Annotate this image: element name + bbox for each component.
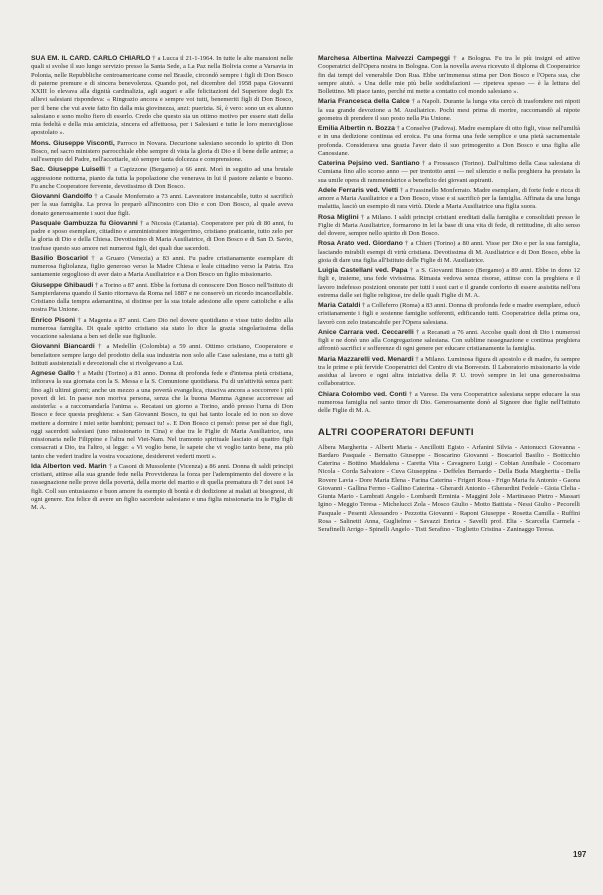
obituary-name: Maria Francesca della Calce [318,98,410,106]
obituary-text [31,166,293,191]
other-cooperators-list: Albera Margherita - Alberti Maria - Ancillotti Egisto - Arfanini Silvia - Antonucci Giovanna - Bardaro Pasquale - Bernatto Giuseppe - Boscarino Giovanni - Boscariol Basilio - Botticchio Caterina - Bottino Maddalena - Caretta Vita - Cavagnero Luigi - Cobian Annibale - Cocomaro Nicola - Corda Salvatore - Cuva Giuseppina - Deffeles Bernardo - Della Buda Margherita - Della Rovere Lavia - Dore Maria Elena - Farina Caterina - Frigeri Rosa - Frigo Maria fu Antonio - Gaona Giovanni - Gallina Fermo - Gallino Caterina - Gherardi Antonio - Gherardini Fedele - Gioia Clelia - Giunta Mario - Lambrati Angelo - Lombardi Erminia - Maggini Jole - Martinasso Pietro - Massari Igino - Meggio Teresa - Michelucci Zola - Mosco Giulio - Motto Battista - Nessi Giulio - Pecorelli Pasquale - Pesenti Alessandro - Pezzotta Giovanni - Raponi Giuseppe - Rosetta Camilla - Ruffini Rosa - Salinetti Anna, Guglielmo - Savazzi Enrica - Savelli prof. Elia - Scarcella Carmela - Serafinelli Arrigo - Spinelli Angelo - Tisti Serafino - Toglietto Cristina - Zaninaggo Teresa. [318,443,580,533]
obituary-body: † a Frossasco (Torino). Dall'ultimo della Casa salesiana di Cumiana fino allo scorso anno — per trentotto anni — nel silenzio e nella preghiera ha prestato la sua umile opera di rammendatrice a beneficio dei giovani aspiranti. [318,160,580,184]
obituary-entry [318,302,580,327]
obituary-entry [31,140,293,165]
obituary-text [318,267,580,300]
obituary-name: Marchesa Albertina Malvezzi Campeggi [318,55,450,62]
obituary-entry [318,356,580,389]
obituary-text [31,370,293,461]
obituary-entry [318,187,580,212]
obituary-name: Basilio Boscariol [31,254,88,262]
obituary-entry [31,220,293,253]
obituary-body: † a Capizzone (Bergamo) a 66 anni. Morì in seguito ad una brutale aggressione notturna, pianto da tutta la popolazione che venerava in lui il pastore zelante e buono. Fu anche Cooperatore fervente, devotissimo di Don Bosco. [31,166,293,190]
obituary-entry [31,55,293,138]
obituary-name: Maria Cataldi [318,302,361,309]
obituary-text [318,356,580,389]
obituary-text [318,55,580,96]
obituary-entry [31,255,293,280]
obituary-entry [31,343,293,368]
obituary-body: † a S. Giovanni Bianco (Bergamo) a 89 anni. Ebbe in dono 12 figli e, insieme, una fede vivissima. Rimasta vedova senza risorse, attinse con la preghiera e il lavoro indefesso posizioni onorate per tutti i suoi cari e il grande conforto di essere assistita nell'ora estrema dalle sei figlie religiose, tre delle quali Figlie di M. A. [318,267,580,299]
obituary-name: Agnese Gallo [31,370,75,377]
obituary-entry [318,391,580,416]
obituary-body: † a Conselve (Padova). Madre esemplare di otto figli, visse nell'umiltà e in una dedizione continua ed eroica. Fu una forma una fede semplice e una pietà sacramentale profonda. Considerava una grazia l'aver dato il suo primogenito a Don Bosco e una figlia alle Canossiane. [318,125,580,157]
obituary-text [31,343,293,368]
obituary-text [31,282,293,315]
obituary-text [31,55,293,138]
obituary-name: Ida Alberton ved. Marin [31,462,107,470]
obituary-entry [318,214,580,239]
obituary-name: Enrico Pisoni [31,316,76,324]
obituary-name: Giovanni Biancardi [31,343,95,351]
obituary-name: Rosa Arato ved. Giordano [318,240,403,248]
obituary-body: † a Medellín (Colombia) a 59 anni. Ottimo cristiano, Cooperatore e benefattore sempre largo del prodotto della sua industria non solo alle Case salesiane, ma a tutti gli Istituti assistenziali e devozionali che si rivolgevano a Lui. [31,343,293,367]
obituary-entry [318,240,580,265]
right-entries [318,55,580,415]
obituary-body: † a Napoli. Durante la lunga vita cercò di trasfondere nei nipoti la sua grande devozione a M. Ausiliatrice. Pochi mesi prima di morire, raccomandò al nipote geometra di prendere il suo posto nella Pia Unione. [318,98,581,122]
obituary-body: Parroco in Novara. Decurione salesiano secondo lo spirito di Don Bosco, nel sacro ministero parrocchiale ebbe sempre di vista la gloria di Dio e il bene delle anime; a sull'esempio del Padre, nell'accettarle, stò sempre tanta dolcezza e comprensione. [31,139,294,163]
obituary-body: † a Frassinello Monferrato. Madre esemplare, di forte fede e ricca di amore a Maria Ausiliatrice e a Don Bosco, visse e si sacrificò per la famiglia. Affinata da una lunga malattia, lasciò un esempio di rara virtù. Diede a Maria Ausiliatrice una figlia suora. [318,186,580,211]
left-column [31,55,293,514]
obituary-name: Mons. Giuseppe Visconti, [31,139,115,147]
obituary-body: † a Colleferro (Roma) a 83 anni. Donna di profonda fede e madre esemplare, educò cristianamente i figli e sostenne famiglie sofferenti, edificando tutti. Cooperatrice della prima ora, lavorò con zelo instancabile per l'Opera salesiana. [318,302,580,326]
obituary-name: Rosa Miglini [318,213,359,221]
obituary-text [318,160,580,185]
obituary-entry [31,317,293,342]
obituary-body: † a Torino a 87 anni. Ebbe la fortuna di conoscere Don Bosco nell'Istituto di Sampierdarena quando il Santo ritornava da Roma nel 1887 e ne conservò un ricordo incancellabile. Cristiano dalla tempra adamantina, si distinse per la sua totale adesione alle opere cattoliche e alla nostra Pia Unione. [31,281,294,314]
obituary-name: Luigia Castellani ved. Papa [318,267,408,274]
obituary-name: Giovanni Gandolfo [31,193,93,200]
obituary-text [318,98,580,123]
obituary-entry [318,125,580,158]
obituary-body: † a Mathi (Torino) a 81 anno. Donna di profonda fede e d'intensa pietà cristiana, infiorava la sua giornata con la S. Messa e la S. Comunione quotidiana. Fu di un'attività senza pari: fino agli ultimi giorni; anche un mezzo a una povertà evangelica, riusciva ancora a soccorrere i più poveri di lei. In paese non morivа persona, senza che la buona Mamma Agnese accorresse ad assisterla: « a raccomandarla l'anima ». Recatasi un giorno a Torino, andò presso l'urna di Don Bosco e fece questa preghiera: « San Giovanni Bosco, tu qui hai tanto locale ed io non so dove mettere a dormire i miei sette bambini; pensaci tu! ». E Don Bosco ci pensò: prese per sé due figli, oggi sacerdoti salesiani (uno missionario in Cina) e due tra le Figlie di Maria Ausiliatrice, una missionaria nelle Filippine e l'altra nel Viet-Nam. Nel tramonto spirituale lasciato ai quattro figli consacrati a Dio, tra l'altro, si legge: « Vi voglio bene, le sapete che vi voglio tanto bene, ma più tanto che vederi tradire la vostra vocazione, desidererei vederti morti ». [31,370,294,460]
obituary-body: † a Gruaro (Venezia) a 83 anni. Fu padre cristianamente esemplare di numerosa figliolanza, figlio generoso verso la Madre Chiesa e leale cittadino verso la Patria. Era santamente orgoglioso di aver dato a Maria Ausiliatrice e a Don Bosco un figlio missionario. [31,254,294,279]
section-title: ALTRI COOPERATORI DEFUNTI [318,427,475,439]
obituary-text [31,255,293,280]
obituary-body: † a Casoni di Mussolente (Vicenza) a 86 anni. Donna di saldi principi cristiani, attinse alla sua grande fede nella Provvidenza la forza per l'adempimento del dovere e la rassegnazione nelle prove della povertà, della morte del marito e di quella prematura di 7 dei suoi 14 figli. Coll suo entusiasmo e buon amore fu esempio di bontà e di dedizione ai malati ai bisognosi, di ogni genere. Era felice di avere un figlio sacerdote salesiano e una figlia missionaria tra le Figlie di M. A. [31,462,293,511]
obituary-entry [318,267,580,300]
obituary-text [318,187,580,212]
obituary-text [318,240,580,265]
right-column [318,55,580,534]
obituary-text [318,329,580,354]
obituary-body: † a Magenta a 87 anni. Caro Dio nel dovere quotidiano e visse tutto dedito alla numerosa famiglia. Di quale spirito cristiano sia stato lo dice la grazia singolarissima della vocazione salesiana a ben sei delle sue figliuole. [31,316,294,340]
obituary-body: † a Milano. Luminosa figura di apostolo e di madre, fu sempre tra le prime e più fervide Cooperatrici del Centro di via Bonvesin. Il Laboratorio missionario la vide assidua al lavoro e ogni altra iniziativa della P. U. trovò sempre in lei una generosissima collaboratrice. [318,355,580,388]
obituary-name: Pasquale Gambuzza fu Giovanni [31,219,138,227]
obituary-entry [31,463,293,513]
obituary-text [31,317,293,342]
obituary-entry [31,370,293,461]
page-number: 197 [573,850,587,859]
obituary-body: † a Nicosia (Catania). Cooperatore per più di 80 anni, fu padre e sposo esemplare, cittadino e amministratore integerrimo, cristiano praticante, tutto zelo per la gloria di Dio e della Chiesa. Devotissimo di Maria Ausiliatrice, di Don Bosco e di San D. Savio, trasfuse questo suo amore nei numerosi figli, dei quali due sacerdoti. [31,219,293,252]
obituary-body: † a Lucca il 21-1-1964. In tutte le alte mansioni nelle quali si svolse il suo lungo servizio presso la Santa Sede, a La Paz nella Bolivia come a Varsavia in Polonia, nelle Repubbliche centroamericane come nel Brasile, circondò sempre i figli di Don Bosco di paterne premure e di sincera benevolenza. Quando poi, nel dicembre del 1958 papa Giovanni XXIII lo elevava alla dignità cardinalizia, agli auguri e alle felicitazioni del Superiore degli Ex allievi salesiani rispondeva: « Ringrazio ancora e sempre voi tutti, benemeriti figli di Don Bosco, per il bene che vui avete fatto fin dalla mia giovinezza, anzi: puerizia. Sì, è vero: sono un ex alunno salesiano e sono molto fiero di esserlo. Credo che questo sia un ottimo motivo per essere stati della mia fedeltà e della mia amicizia, sincera ed affettuosa, per i Salesiani e tutte le loro meravigliose apostolato ». [31,55,293,137]
obituary-name: Giuseppe Ghibaudi [31,281,94,289]
obituary-entry [318,160,580,185]
obituary-text [31,220,293,253]
obituary-entry [318,329,580,354]
obituary-text [31,193,293,218]
obituary-body: † a Varese. Da vera Cooperatrice salesiana seppe educare la sua numerosa famiglia nel santo timor di Dio. Generosamente donò al Signore due figlie nell'Istituto delle Figlie di M. A. [318,390,581,414]
obituary-name: Chiara Colombo ved. Conti [318,390,407,398]
obituary-entry [318,98,580,123]
obituary-name: Anice Carrara ved. Ceccarelli [318,328,414,336]
obituary-name: SUA EM. IL CARD. CARLO CHIARLO [31,55,151,62]
obituary-text [31,140,293,165]
obituary-name: Caterina Pejsino ved. Santiano [318,160,420,167]
obituary-entry [31,166,293,191]
obituary-entry [318,55,580,96]
obituary-body: † a Bologna. Fu tra le più insigni ed attive Cooperatrici dell'Opera nostra in Bologna. Con la novella aveva ricevuto il diploma di Cooperatrice fin dai tempi del venerabile Don Rua. Ebbe un'immensa stima per Don Bosco e l'Opera sua, che sempre aiutò. « Una delle mie più belle soddisfazioni — ripeteva spesso — è la lettura del Bollettino. Mi piace tanto, perché mi mette a contatto col mondo salesiano ». [318,55,581,95]
obituary-body: † a Casale Monferrato a 73 anni. Lavoratore instancabile, tutto si sacrificò per la sua famiglia. La prova lo preparò all'incontro con Dio e con Don Bosco, al quale aveva donato generosamente i suoi due figli. [31,193,294,217]
obituary-body: † a Chieri (Torino) a 80 anni. Visse per Dio e per la sua famiglia, lasciando mirabili esempi di virtù cristiana. Devotissima di M. Ausiliatrice e di Don Bosco, ebbe la gioia di dare una figlia all'Istituto delle Figlie di M. Ausiliatrice. [318,240,581,264]
obituary-name: Maria Mazzarelli ved. Menardi [318,355,414,363]
obituary-name: Emilia Albertin n. Bozza [318,125,395,132]
obituary-text [31,463,293,513]
obituary-text [318,391,580,416]
obituary-name: Adele Ferraris ved. Vietti [318,186,399,194]
obituary-body: † a Recanati a 76 anni. Accolse quali doni di Dio i numerosi figli e ne donò uno alla Congregazione salesiana. Con sublime rassegnazione e continua preghiera affrontò sacrifici e sofferenze di ogni genere per educare cristianamente la famiglia. [318,328,581,353]
obituary-text [318,302,580,327]
obituary-entry [31,282,293,315]
obituary-entry [31,193,293,218]
obituary-text [318,214,580,239]
obituary-text [318,125,580,158]
obituary-body: † a Milano. I saldi principi cristiani ereditati dalla famiglia e consolidati presso le Figlie di Maria Ausiliatrice, formarono in lei la base di una vita di fede, di rettitudine, di alto senso del dovere, sempre nello spirito di Don Bosco. [318,213,580,237]
obituary-name: Sac. Giuseppe Luiselli [31,166,105,174]
